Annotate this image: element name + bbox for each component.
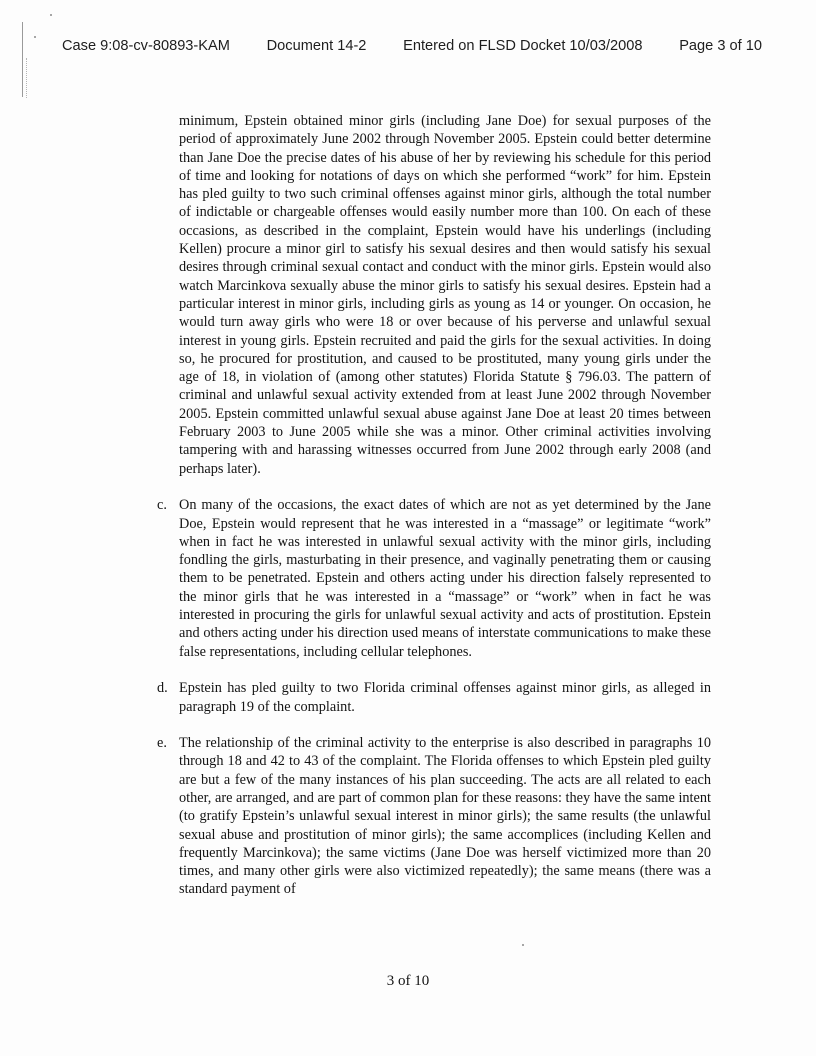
page-footer — [0, 973, 816, 990]
scan-margin-dots — [26, 58, 28, 98]
footer-page-number: 3 of 10 — [386, 973, 430, 989]
item-text: The relationship of the criminal activity to the enterprise is also described in paragraphs 10 through 18 and 42 to 43 of the complaint. The Florida offenses to which Epstein pled guilty are but a few of the many instances of his plan succeeding. The acts are all related to each other, are arranged, and are part of common plan for these reasons: they have the same intent (to gratify Epstein’s unlawful sexual interest in minor girls); the same results (the unlawful sexual abuse and prostitution of minor girls); the same accomplices (including Kellen and frequently Marcinkova); the same victims (Jane Doe was herself victimized more than 20 times, and many other girls were also victimized repeatedly); the same means (there was a standard payment of — [179, 735, 711, 898]
list-item-c — [157, 496, 711, 661]
docket-header — [62, 38, 762, 54]
document-number: Document 14-2 — [266, 38, 367, 54]
scan-speck — [34, 36, 36, 38]
case-number: Case 9:08-cv-80893-KAM — [62, 38, 230, 54]
header-page-number: Page 3 of 10 — [679, 38, 762, 54]
entered-docket: Entered on FLSD Docket 10/03/2008 — [403, 38, 643, 54]
scan-margin-line — [22, 22, 23, 97]
scan-speck — [50, 14, 52, 16]
list-item-e — [157, 734, 711, 899]
item-label: c. — [157, 497, 167, 514]
opening-paragraph: minimum, Epstein obtained minor girls (including Jane Doe) for sexual purposes of the period of approximately June 2002 through November 2005. Epstein could better determine than Jane Doe the precise dates of his abuse of her by reviewing his schedule for this period of time and looking for notations of days on which she performed “work” for him. Epstein has pled guilty to two such criminal offenses against minor girls, although the total number of indictable or chargeable offenses would easily number more than 100. On each of these occasions, as described in the complaint, Epstein would have his underlings (including Kellen) procure a minor girl to satisfy his sexual desires and then would satisfy his sexual desires through criminal sexual contact and conduct with the minor girls. Epstein would also watch Marcinkova sexually abuse the minor girls to satisfy his sexual desires. Epstein had a particular interest in minor girls, including girls as young as 14 or younger. On occasion, he would turn away girls who were 18 or over because of his perverse and unlawful sexual interest in young girls. Epstein recruited and paid the girls for the sexual activities. In doing so, he procured for prostitution, and caused to be prostituted, many young girls under the age of 18, in violation of (among other statutes) Florida Statute § 796.03. The pattern of criminal and unlawful sexual activity extended from at least June 2002 through November 2005. Epstein committed unlawful sexual abuse against Jane Doe at least 20 times between February 2003 to June 2005 while she was a minor. Other criminal activities involving tampering with and harassing witnesses occurred from June 2002 through early 2008 (and perhaps later). — [179, 113, 711, 477]
item-label: d. — [157, 680, 168, 697]
item-text: Epstein has pled guilty to two Florida criminal offenses against minor girls, as alleged in paragraph 19 of the complaint. — [179, 680, 711, 715]
document-body — [157, 112, 711, 899]
item-text: On many of the occasions, the exact dates of which are not as yet determined by the Jane Doe, Epstein would represent that he was interested in a “massage” or legitimate “work” when in fact he was interested in unlawful sexual activity with the minor girls, including fondling the girls, masturbating in their presence, and vaginally penetrating them or causing them to be penetrated. Epstein and others acting under his direction falsely represented to the minor girls that he was interested in a “massage” or “work” when in fact he was interested in procuring the girls for unlawful sexual activity and acts of prostitution. Epstein and others acting under his direction used means of interstate communications to make these false representations, including cellular telephones. — [179, 497, 711, 660]
list-item-d — [157, 679, 711, 716]
item-label: e. — [157, 735, 167, 752]
scan-speck — [522, 944, 524, 946]
